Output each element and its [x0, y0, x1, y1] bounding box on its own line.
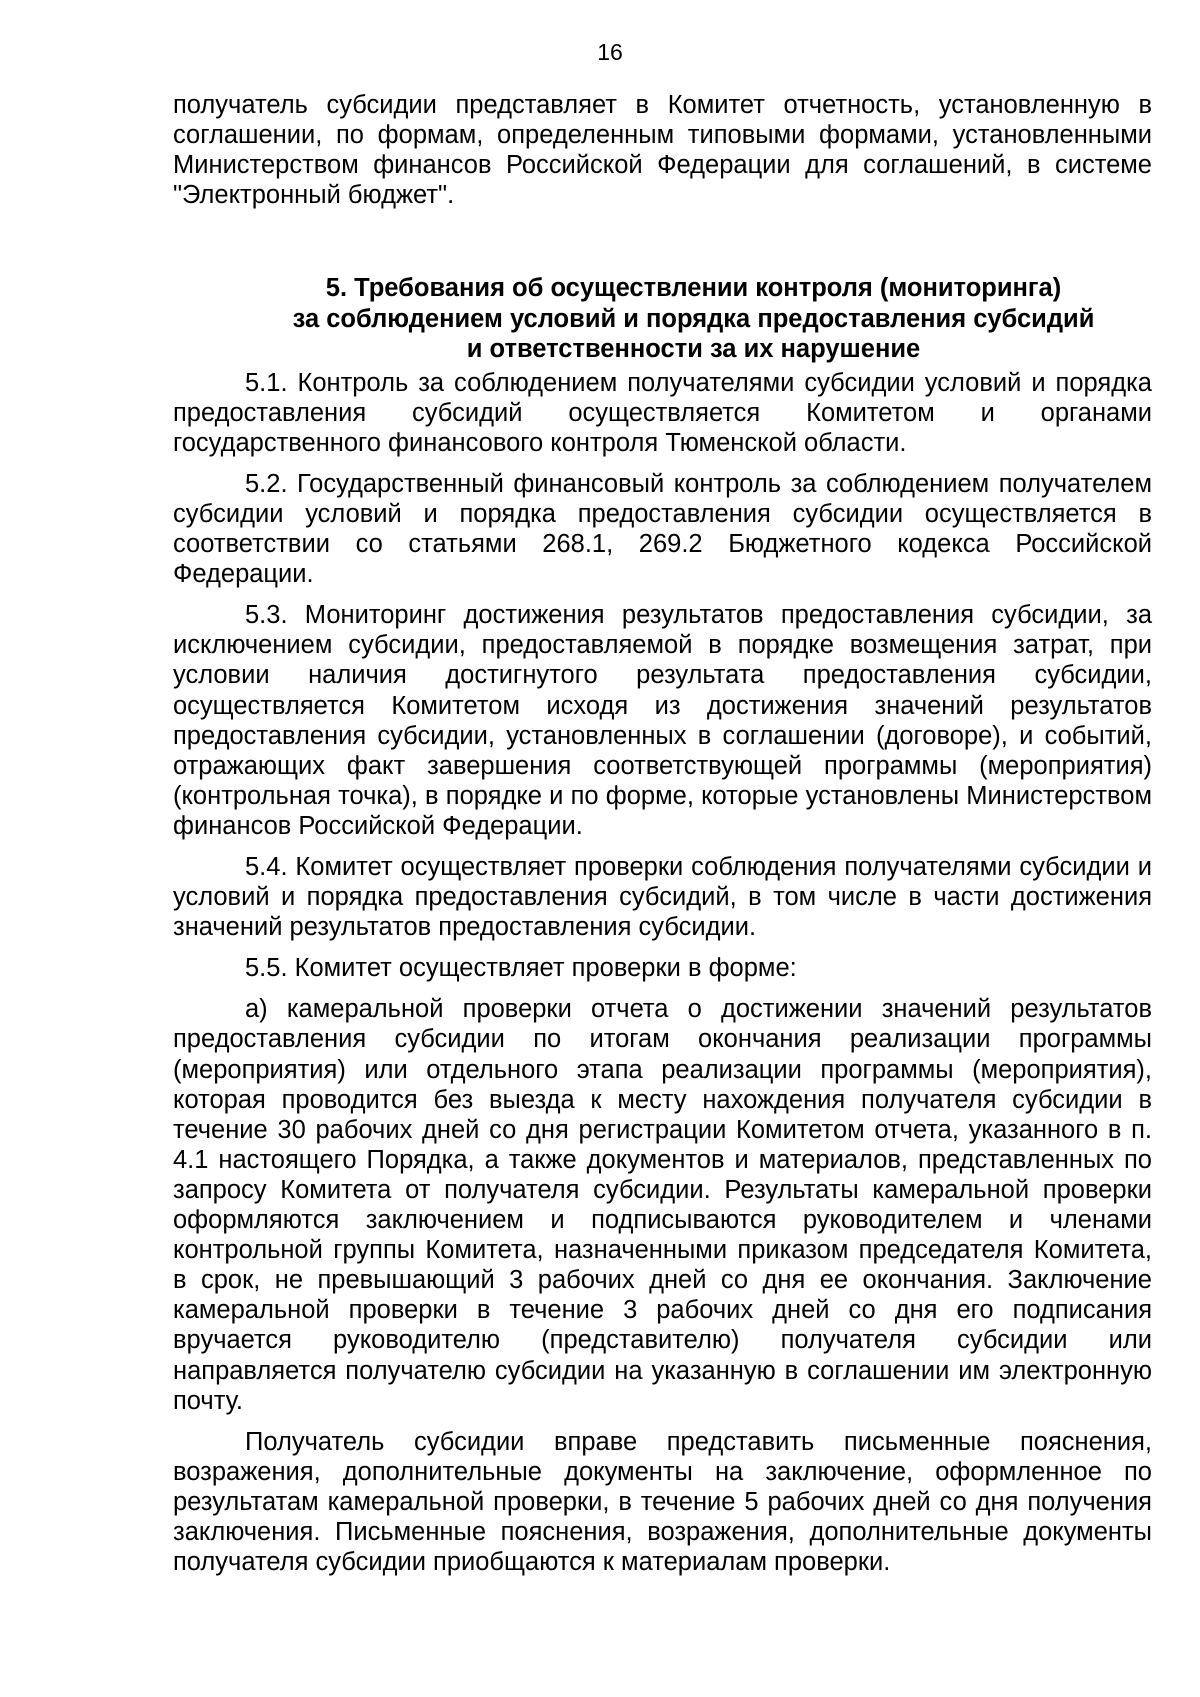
paragraph-5-5: 5.5. Комитет осуществляет проверки в форме:	[245, 954, 797, 983]
section-heading-line-2: за соблюдением условий и порядка предоставления субсидий	[292, 304, 1095, 333]
paragraph-5-3: 5.3. Мониторинг достижения результатов предоставления субсидии, за исключением субсидии, предоставляемой в порядке возмещения затрат, при условии наличия достигнутого результата предоставления субсидии, осуществляется Комитетом исходя из достижения значений результатов предоставления субсидии, установленных в соглашении (договоре), и событий, отражающих факт завершения соответствующей программы (мероприятия) (контрольная точка), в порядке и по форме, которые установлены Министерством финансов Российской Федерации.	[173, 601, 1152, 840]
document-body	[173, 90, 1152, 1577]
section-heading-line-1: 5. Требования об осуществлении контроля (мониторинга)	[325, 274, 1062, 303]
paragraph-5-5-a: а) камеральной проверки отчета о достижении значений результатов предоставления субсидии по итогам окончания реализации программы (мероприятия) или отдельного этапа реализации программы (мероприятия), которая проводится без выезда к месту нахождения получателя субсидии в течение 30 рабочих дней со дня регистрации Комитетом отчета, указанного в п. 4.1 настоящего Порядка, а также документов и материалов, представленных по запросу Комитета от получателя субсидии. Результаты камеральной проверки оформляются заключением и подписываются руководителем и членами контрольной группы Комитета, назначенными приказом председателя Комитета, в срок, не превышающий 3 рабочих дней со дня ее окончания. Заключение камеральной проверки в течение 3 рабочих дней со дня его подписания вручается руководителю (представителю) получателя субсидии или направляется получателю субсидии на указанную в соглашении им электронную почту.	[173, 995, 1152, 1415]
section-heading	[173, 273, 1152, 364]
paragraph-5-2: 5.2. Государственный финансовый контроль за соблюдением получателем субсидии условий и порядка предоставления субсидии осуществляется в соответствии со статьями 268.1, 269.2 Бюджетного кодекса Российской Федерации.	[173, 469, 1152, 589]
intro-paragraph: получатель субсидии представляет в Комитет отчетность, установленную в соглашении, по формам, определенным типовыми формами, установленными Министерством финансов Российской Федерации для соглашений, в системе "Электронный бюджет".	[173, 91, 1152, 210]
paragraph-5-1: 5.1. Контроль за соблюдением получателями субсидии условий и порядка предоставления субсидий осуществляется Комитетом и органами государственного финансового контроля Тюменской области.	[173, 368, 1152, 457]
page-number: 16	[597, 39, 623, 65]
paragraph-objections: Получатель субсидии вправе представить письменные пояснения, возражения, дополнительные документы на заключение, оформленное по результатам камеральной проверки, в течение 5 рабочих дней со дня получения заключения. Письменные пояснения, возражения, дополнительные документы получателя субсидии приобщаются к материалам проверки.	[173, 1427, 1152, 1577]
section-heading-line-3: и ответственности за их нарушение	[466, 335, 921, 364]
paragraph-5-4: 5.4. Комитет осуществляет проверки соблюдения получателями субсидии и условий и порядка предоставления субсидий, в том числе в части достижения значений результатов предоставления субсидии.	[173, 853, 1152, 942]
